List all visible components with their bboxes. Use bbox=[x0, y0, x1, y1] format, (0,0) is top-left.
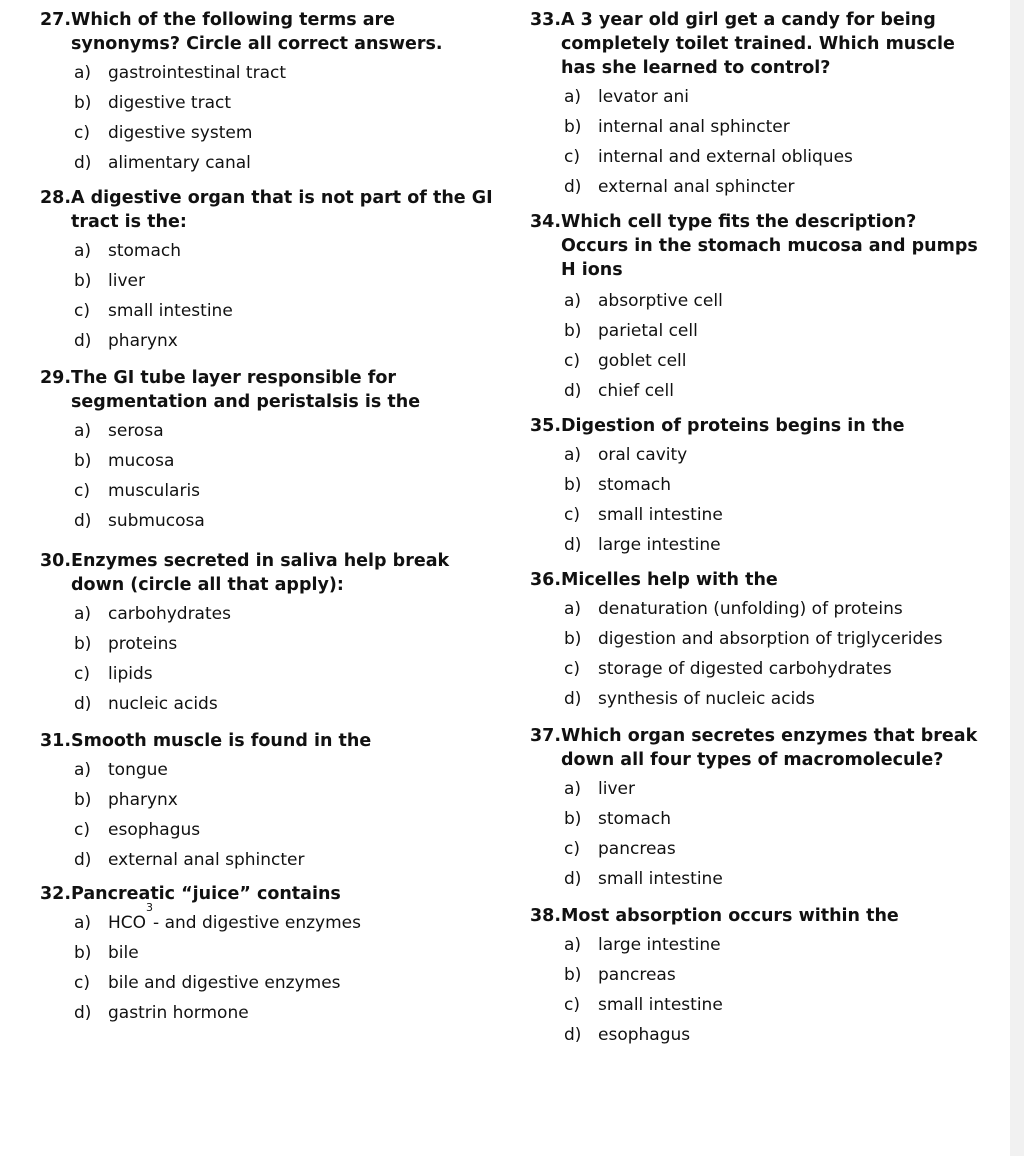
answer-option[interactable]: c) goblet cell bbox=[564, 351, 687, 371]
answer-option[interactable]: b) bile bbox=[74, 943, 139, 963]
answer-option[interactable]: a) serosa bbox=[74, 421, 164, 441]
question-number: 31. bbox=[40, 731, 72, 751]
answer-option[interactable]: d) small intestine bbox=[564, 869, 723, 889]
question-33 bbox=[530, 8, 955, 202]
answer-option[interactable]: b) stomach bbox=[564, 809, 672, 829]
question-27 bbox=[40, 8, 443, 178]
question-30 bbox=[40, 549, 449, 719]
answer-option[interactable]: a) tongue bbox=[74, 760, 168, 780]
question-number: 36. bbox=[530, 570, 562, 590]
question-31 bbox=[40, 729, 371, 875]
question-number: 28. bbox=[40, 188, 72, 208]
answer-option[interactable]: d) submucosa bbox=[74, 511, 205, 531]
answer-option[interactable]: b) stomach bbox=[564, 475, 672, 495]
answer-option[interactable]: d) synthesis of nucleic acids bbox=[564, 689, 815, 709]
question-29 bbox=[40, 366, 420, 536]
answer-option[interactable]: b) pancreas bbox=[564, 965, 676, 985]
question-text: Digestion of proteins begins in the bbox=[561, 416, 905, 436]
answer-option[interactable]: d) esophagus bbox=[564, 1025, 691, 1045]
question-38 bbox=[530, 904, 899, 1050]
answer-option[interactable]: d) chief cell bbox=[564, 381, 674, 401]
answer-option[interactable]: c) storage of digested carbohydrates bbox=[564, 659, 892, 679]
question-text: Which of the following terms are synonyms? Circle all correct answers. bbox=[71, 10, 443, 54]
question-text: Smooth muscle is found in the bbox=[71, 731, 372, 751]
answer-option[interactable]: a) oral cavity bbox=[564, 445, 688, 465]
question-35 bbox=[530, 414, 905, 560]
question-number: 35. bbox=[530, 416, 562, 436]
answer-option[interactable]: d) external anal sphincter bbox=[74, 850, 305, 870]
question-text: Which organ secretes enzymes that break down all four types of macromolecule? bbox=[561, 726, 978, 770]
answer-option[interactable]: a) stomach bbox=[74, 241, 182, 261]
answer-option[interactable]: d) nucleic acids bbox=[74, 694, 218, 714]
answer-option[interactable]: c) bile and digestive enzymes bbox=[74, 973, 341, 993]
answer-option[interactable]: c) lipids bbox=[74, 664, 153, 684]
answer-option[interactable]: a) large intestine bbox=[564, 935, 721, 955]
answer-option[interactable]: c) pancreas bbox=[564, 839, 676, 859]
answer-option[interactable]: d) pharynx bbox=[74, 331, 178, 351]
question-number: 34. bbox=[530, 212, 562, 232]
question-number: 29. bbox=[40, 368, 72, 388]
page-edge bbox=[1010, 0, 1024, 1156]
answer-option[interactable]: a) gastrointestinal tract bbox=[74, 63, 287, 83]
question-37 bbox=[530, 724, 977, 894]
answer-option[interactable]: d) large intestine bbox=[564, 535, 721, 555]
question-number: 32. bbox=[40, 884, 72, 904]
answer-option[interactable]: c) esophagus bbox=[74, 820, 201, 840]
answer-option[interactable]: a) levator ani bbox=[564, 87, 690, 107]
answer-option[interactable]: c) digestive system bbox=[74, 123, 253, 143]
question-number: 33. bbox=[530, 10, 562, 30]
answer-option[interactable]: d) external anal sphincter bbox=[564, 177, 795, 197]
answer-option[interactable]: a) HCO 3 - and digestive enzymes bbox=[74, 901, 361, 933]
answer-option[interactable]: a) liver bbox=[564, 779, 635, 799]
answer-option[interactable]: b) internal anal sphincter bbox=[564, 117, 790, 137]
question-36 bbox=[530, 568, 943, 714]
answer-option[interactable]: d) gastrin hormone bbox=[74, 1003, 249, 1023]
question-text: A digestive organ that is not part of the GI tract is the: bbox=[71, 188, 493, 232]
question-text: Enzymes secreted in saliva help break down (circle all that apply): bbox=[71, 551, 450, 595]
answer-option[interactable]: b) pharynx bbox=[74, 790, 178, 810]
answer-option[interactable]: b) parietal cell bbox=[564, 321, 698, 341]
answer-option[interactable]: d) alimentary canal bbox=[74, 153, 251, 173]
answer-option[interactable]: b) mucosa bbox=[74, 451, 175, 471]
answer-option[interactable]: c) small intestine bbox=[564, 505, 723, 525]
answer-option[interactable]: b) liver bbox=[74, 271, 145, 291]
question-text: Micelles help with the bbox=[561, 570, 778, 590]
question-text: A 3 year old girl get a candy for being completely toilet trained. Which muscle has she learned to control? bbox=[561, 10, 955, 78]
question-number: 38. bbox=[530, 906, 562, 926]
question-28 bbox=[40, 186, 493, 356]
answer-option[interactable]: a) denaturation (unfolding) of proteins bbox=[564, 599, 903, 619]
question-32 bbox=[40, 882, 361, 1028]
question-number: 37. bbox=[530, 726, 562, 746]
question-number: 30. bbox=[40, 551, 72, 571]
question-text: Pancreatic “juice” contains bbox=[71, 884, 341, 904]
answer-option[interactable]: a) carbohydrates bbox=[74, 604, 231, 624]
answer-option[interactable]: b) digestion and absorption of triglycerides bbox=[564, 629, 943, 649]
question-text: Most absorption occurs within the bbox=[561, 906, 899, 926]
answer-option[interactable]: b) proteins bbox=[74, 634, 178, 654]
question-text: Which cell type fits the description? Occurs in the stomach mucosa and pumps H ions bbox=[561, 212, 978, 280]
answer-option[interactable]: c) internal and external obliques bbox=[564, 147, 853, 167]
answer-option[interactable]: c) small intestine bbox=[564, 995, 723, 1015]
answer-option[interactable]: b) digestive tract bbox=[74, 93, 232, 113]
question-text: The GI tube layer responsible for segmentation and peristalsis is the bbox=[71, 368, 421, 412]
answer-option[interactable]: a) absorptive cell bbox=[564, 291, 723, 311]
question-34 bbox=[530, 210, 978, 406]
answer-option[interactable]: c) muscularis bbox=[74, 481, 201, 501]
question-number: 27. bbox=[40, 10, 72, 30]
answer-option[interactable]: c) small intestine bbox=[74, 301, 233, 321]
